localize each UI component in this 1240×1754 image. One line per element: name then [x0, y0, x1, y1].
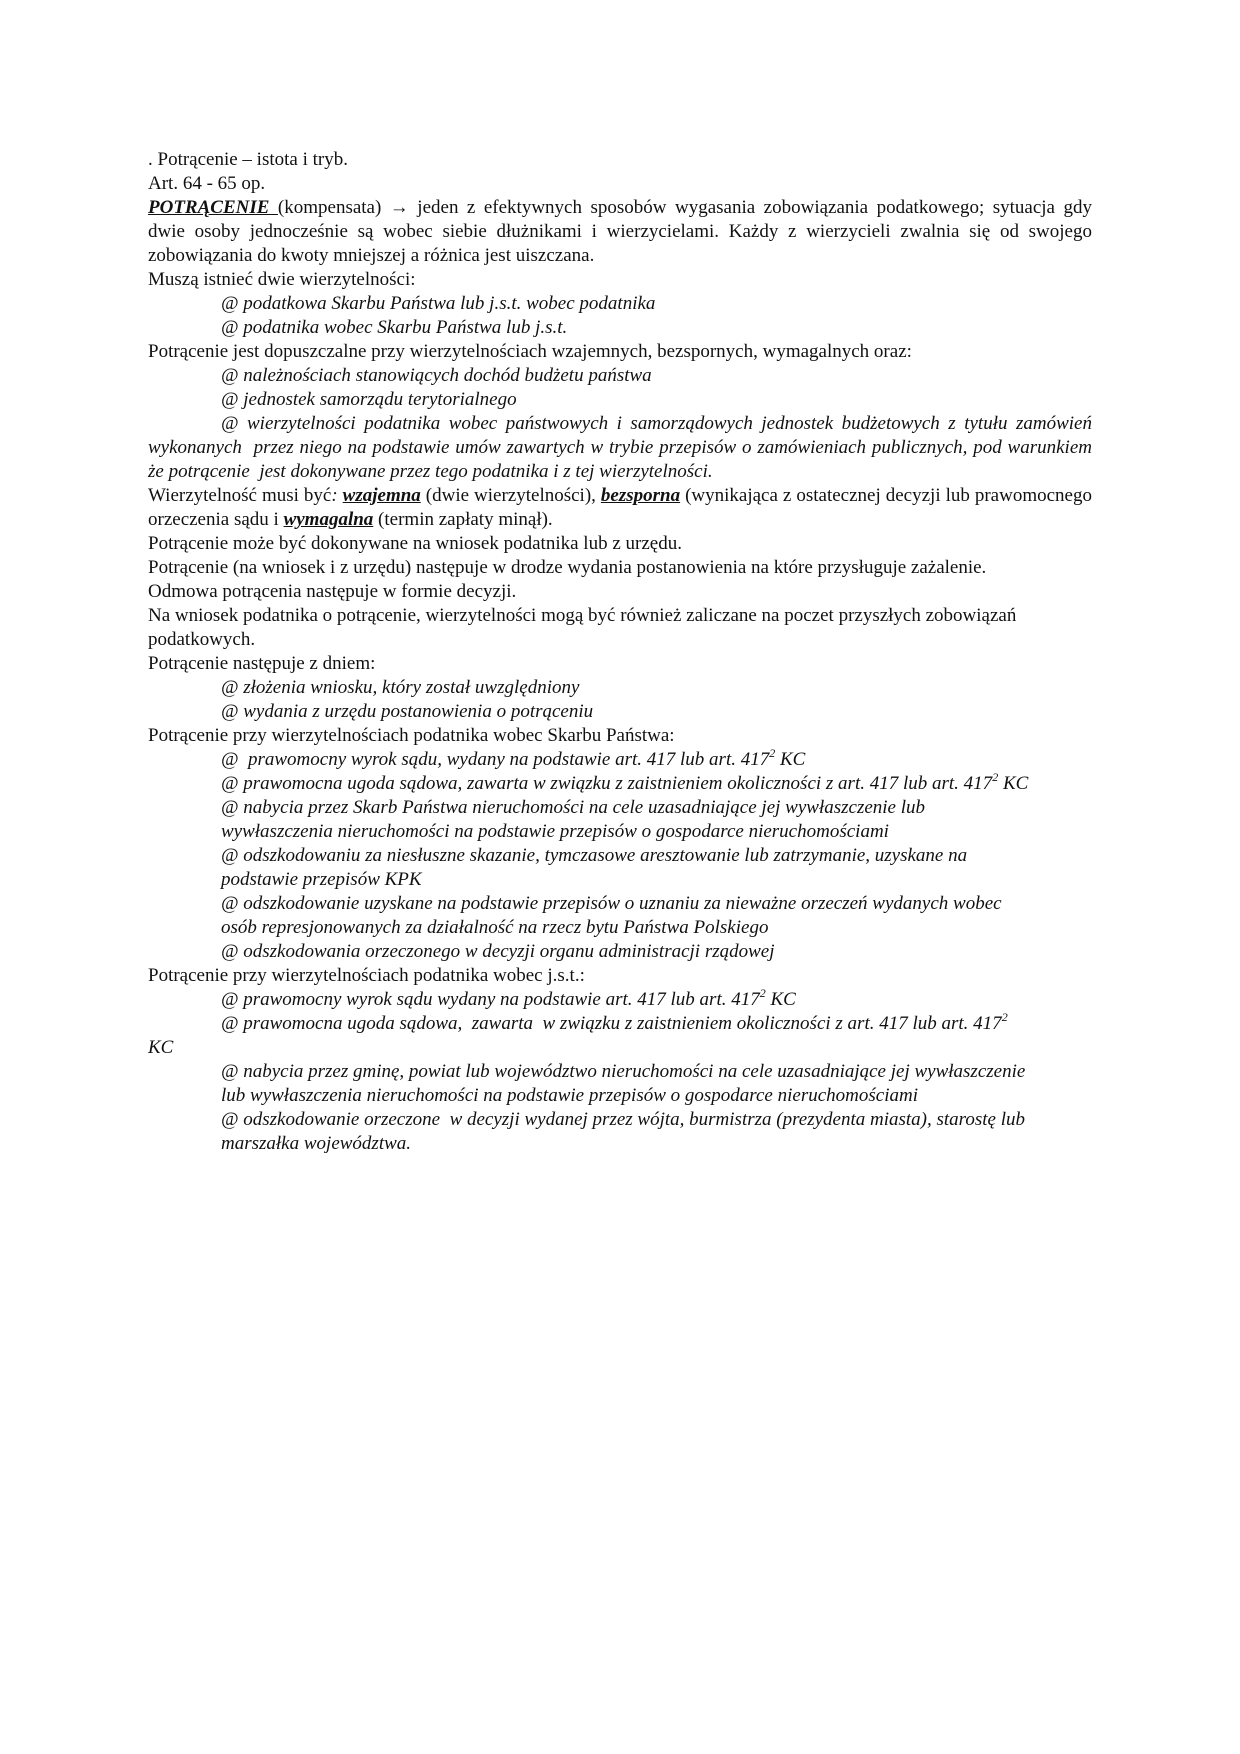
- must-be-paragraph: [148, 484, 1097, 532]
- admissible-item-long: [148, 412, 1097, 484]
- judgment-suffix: KC: [765, 989, 796, 1010]
- settlement-suffix: KC: [148, 1037, 174, 1058]
- treasury-item-repressed: @ odszkodowanie uzyskane na podstawie przepisów o uznaniu za nieważne orzeczeń wydanych wobec osób represjonowanych za działalność na rzecz bytu Państwa Polskiego: [221, 893, 1007, 938]
- date-intro: Potrącenie następuje z dniem:: [148, 653, 376, 674]
- claim-item: @ podatnika wobec Skarbu Państwa lub j.s.t.: [221, 317, 568, 338]
- date-item: @ wydania z urzędu postanowienia o potrąceniu: [221, 701, 594, 722]
- admissible-item: @ należnościach stanowiących dochód budżetu państwa: [221, 365, 652, 386]
- settlement-text: @ prawomocna ugoda sądowa, zawarta w związku z zaistnieniem okoliczności z art. 417 lub art. 417: [221, 773, 993, 794]
- article-reference: Art. 64 - 65 op.: [148, 173, 266, 194]
- keyword-undisputed: bezsporna: [600, 485, 681, 506]
- local-item-decision: @ odszkodowanie orzeczone w decyzji wydanej przez wójta, burmistrza (prezydenta miasta), starostę lub marszałka województwa.: [221, 1109, 1030, 1154]
- judgment-text: @ prawomocny wyrok sądu wydany na podstawie art. 417 lub art. 417: [221, 989, 760, 1010]
- treasury-item-settlement: [148, 769, 1092, 796]
- local-item-settlement: [148, 1009, 1092, 1060]
- must-be-lead: Wierzytelność musi być: [148, 485, 332, 506]
- must-be-colon: :: [331, 485, 343, 506]
- document-body: [148, 148, 1097, 1156]
- future-line: Na wniosek podatnika o potrącenie, wierzytelności mogą być również zaliczane na poczet przyszłych zobowiązań podatkowych.: [148, 605, 1022, 650]
- superscript: 2: [992, 769, 999, 784]
- treasury-item-expropriation: @ nabycia przez Skarb Państwa nieruchomości na cele uzasadniające jej wywłaszczenie lub wywłaszczenia nieruchomości na podstawie przepisów o gospodarce nieruchomościami: [221, 797, 930, 842]
- local-intro: Potrącenie przy wierzytelnościach podatnika wobec j.s.t.:: [148, 965, 585, 986]
- judgment-text: @ prawomocny wyrok sądu, wydany na podstawie art. 417 lub art. 417: [221, 749, 770, 770]
- treasury-item-judgment: [148, 745, 1092, 772]
- refusal-line: Odmowa potrącenia następuje w formie decyzji.: [148, 581, 517, 602]
- superscript: 2: [1001, 1009, 1008, 1024]
- keyword-mutual: wzajemna: [342, 485, 421, 506]
- judgment-suffix: KC: [775, 749, 806, 770]
- treasury-item-wrongful-conviction: @ odszkodowaniu za niesłuszne skazanie, tymczasowe aresztowanie lub zatrzymanie, uzyskane na podstawie przepisów KPK: [221, 845, 972, 890]
- definition-paragraph: [148, 196, 1097, 268]
- claims-intro: Muszą istnieć dwie wierzytelności:: [148, 269, 416, 290]
- mode-line: Potrącenie może być dokonywane na wniosek podatnika lub z urzędu.: [148, 533, 682, 554]
- claim-item: @ podatkowa Skarbu Państwa lub j.s.t. wobec podatnika: [221, 293, 656, 314]
- mutual-text: (dwie wierzytelności),: [420, 485, 601, 506]
- superscript: 2: [759, 985, 766, 1000]
- definition-text: (kompensata) → jeden z efektywnych sposobów wygasania zobowiązania podatkowego; sytuacja gdy dwie osoby jednocześnie są wobec siebie dłużnikami i wierzycielami. Każdy z wierzycieli zwalnia się od swojego zobowiązania do kwoty mniejszej a różnica jest uiszczana.: [148, 197, 1097, 266]
- admissible-intro: Potrącenie jest dopuszczalne przy wierzytelnościach wzajemnych, bezspornych, wymagalnych oraz:: [148, 341, 912, 362]
- local-item-expropriation: @ nabycia przez gminę, powiat lub województwo nieruchomości na cele uzasadniające jej wywłaszczenie lub wywłaszczenia nieruchomości na podstawie przepisów o gospodarce nieruchomościami: [221, 1061, 1031, 1106]
- treasury-intro: Potrącenie przy wierzytelnościach podatnika wobec Skarbu Państwa:: [148, 725, 675, 746]
- admissible-item: @ jednostek samorządu terytorialnego: [221, 389, 517, 410]
- keyword-due: wymagalna: [283, 509, 374, 530]
- admissible-item-text: @ wierzytelności podatnika wobec państwowych i samorządowych jednostek budżetowych z tytułu zamówień wykonanych przez niego na podstawie umów zawartych w trybie przepisów o zamówieniach publicznych, pod warunkiem że potrącenie jest dokonywane przez tego podatnika i z tej wierzytelności.: [148, 413, 1097, 482]
- section-title: . Potrącenie – istota i tryb.: [148, 149, 348, 170]
- undisputed-text: (wynikająca z ostatecznej decyzji lub prawomocnego orzeczenia sądu i: [148, 485, 1097, 530]
- local-item-judgment: [148, 985, 1092, 1012]
- definition-keyword: POTRĄCENIE: [148, 197, 278, 218]
- procedure-line: Potrącenie (na wniosek i z urzędu) następuje w drodze wydania postanowienia na które przysługuje zażalenie.: [148, 557, 987, 578]
- treasury-item-government: @ odszkodowania orzeczonego w decyzji organu administracji rządowej: [221, 941, 775, 962]
- settlement-text: @ prawomocna ugoda sądowa, zawarta w związku z zaistnieniem okoliczności z art. 417 lub art. 417: [221, 1013, 1002, 1034]
- settlement-suffix: KC: [998, 773, 1029, 794]
- due-text: (termin zapłaty minął).: [373, 509, 553, 530]
- date-item: @ złożenia wniosku, który został uwzględniony: [221, 677, 580, 698]
- superscript: 2: [769, 745, 776, 760]
